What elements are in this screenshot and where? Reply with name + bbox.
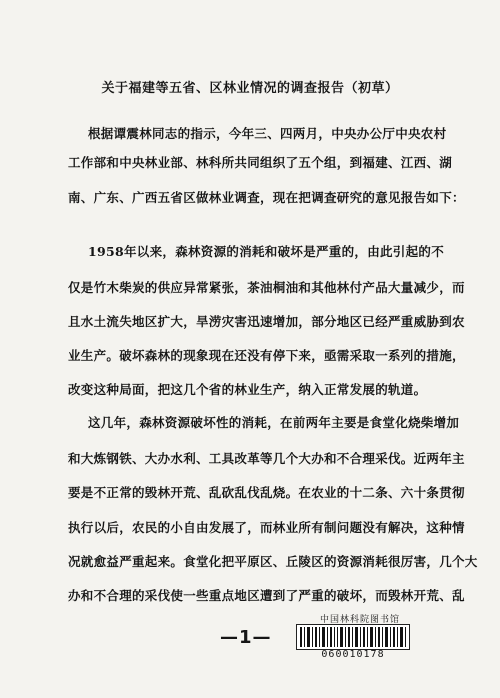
paragraph-line: 执行以后，农民的小自由发展了，而林业所有制问题没有解决，这种情 [68, 520, 465, 535]
library-stamp: 中国林科院图书馆 [319, 615, 400, 625]
paragraph-line: 办和不合理的采伐使一些重点地区遭到了严重的破坏，而毁林开荒、乱 [68, 588, 465, 603]
document-title: 关于福建等五省、区林业情况的调查报告（初草） [101, 81, 399, 96]
paragraph-line: 况就愈益严重起来。食堂化把平原区、丘陵区的资源消耗很厉害，几个大 [68, 554, 478, 569]
paragraph-line: 根据谭震林同志的指示，今年三、四两月，中央办公厅中央农村 [88, 126, 447, 141]
paragraph-line: 且水土流失地区扩大，旱涝灾害迅速增加，部分地区已经严重威胁到农 [68, 314, 465, 329]
paragraph-line: 仅是竹木柴炭的供应异常紧张，茶油桐油和其他林付产品大量减少，而 [68, 280, 465, 295]
page-number: —1— [220, 627, 272, 648]
paragraph-line: 南、广东、广西五省区做林业调查，现在把调查研究的意见报告如下： [68, 190, 465, 205]
paragraph-line: 工作部和中央林业部、林科所共同组织了五个组，到福建、江西、湖 [68, 155, 453, 170]
paragraph-line: 改变这种局面，把这几个省的林业生产，纳入正常发展的轨道。 [68, 382, 427, 397]
paragraph-line: 和大炼钢铁、大办水利、工具改革等几个大办和不合理采伐。近两年主 [68, 451, 465, 466]
paragraph-line: 1958年以来，森林资源的消耗和破坏是严重的，由此引起的不 [88, 244, 444, 259]
barcode-icon [296, 624, 410, 650]
paragraph-line: 业生产。破坏森林的现象现在还没有停下来，亟需采取一系列的措施， [68, 348, 465, 363]
paragraph-line: 要是不正常的毁林开荒、乱砍乱伐乱烧。在农业的十二条、六十条贯彻 [68, 485, 465, 500]
paragraph-line: 这几年，森林资源破坏性的消耗，在前两年主要是食堂化烧柴增加 [88, 415, 460, 430]
barcode-number: 060010178 [321, 649, 385, 660]
